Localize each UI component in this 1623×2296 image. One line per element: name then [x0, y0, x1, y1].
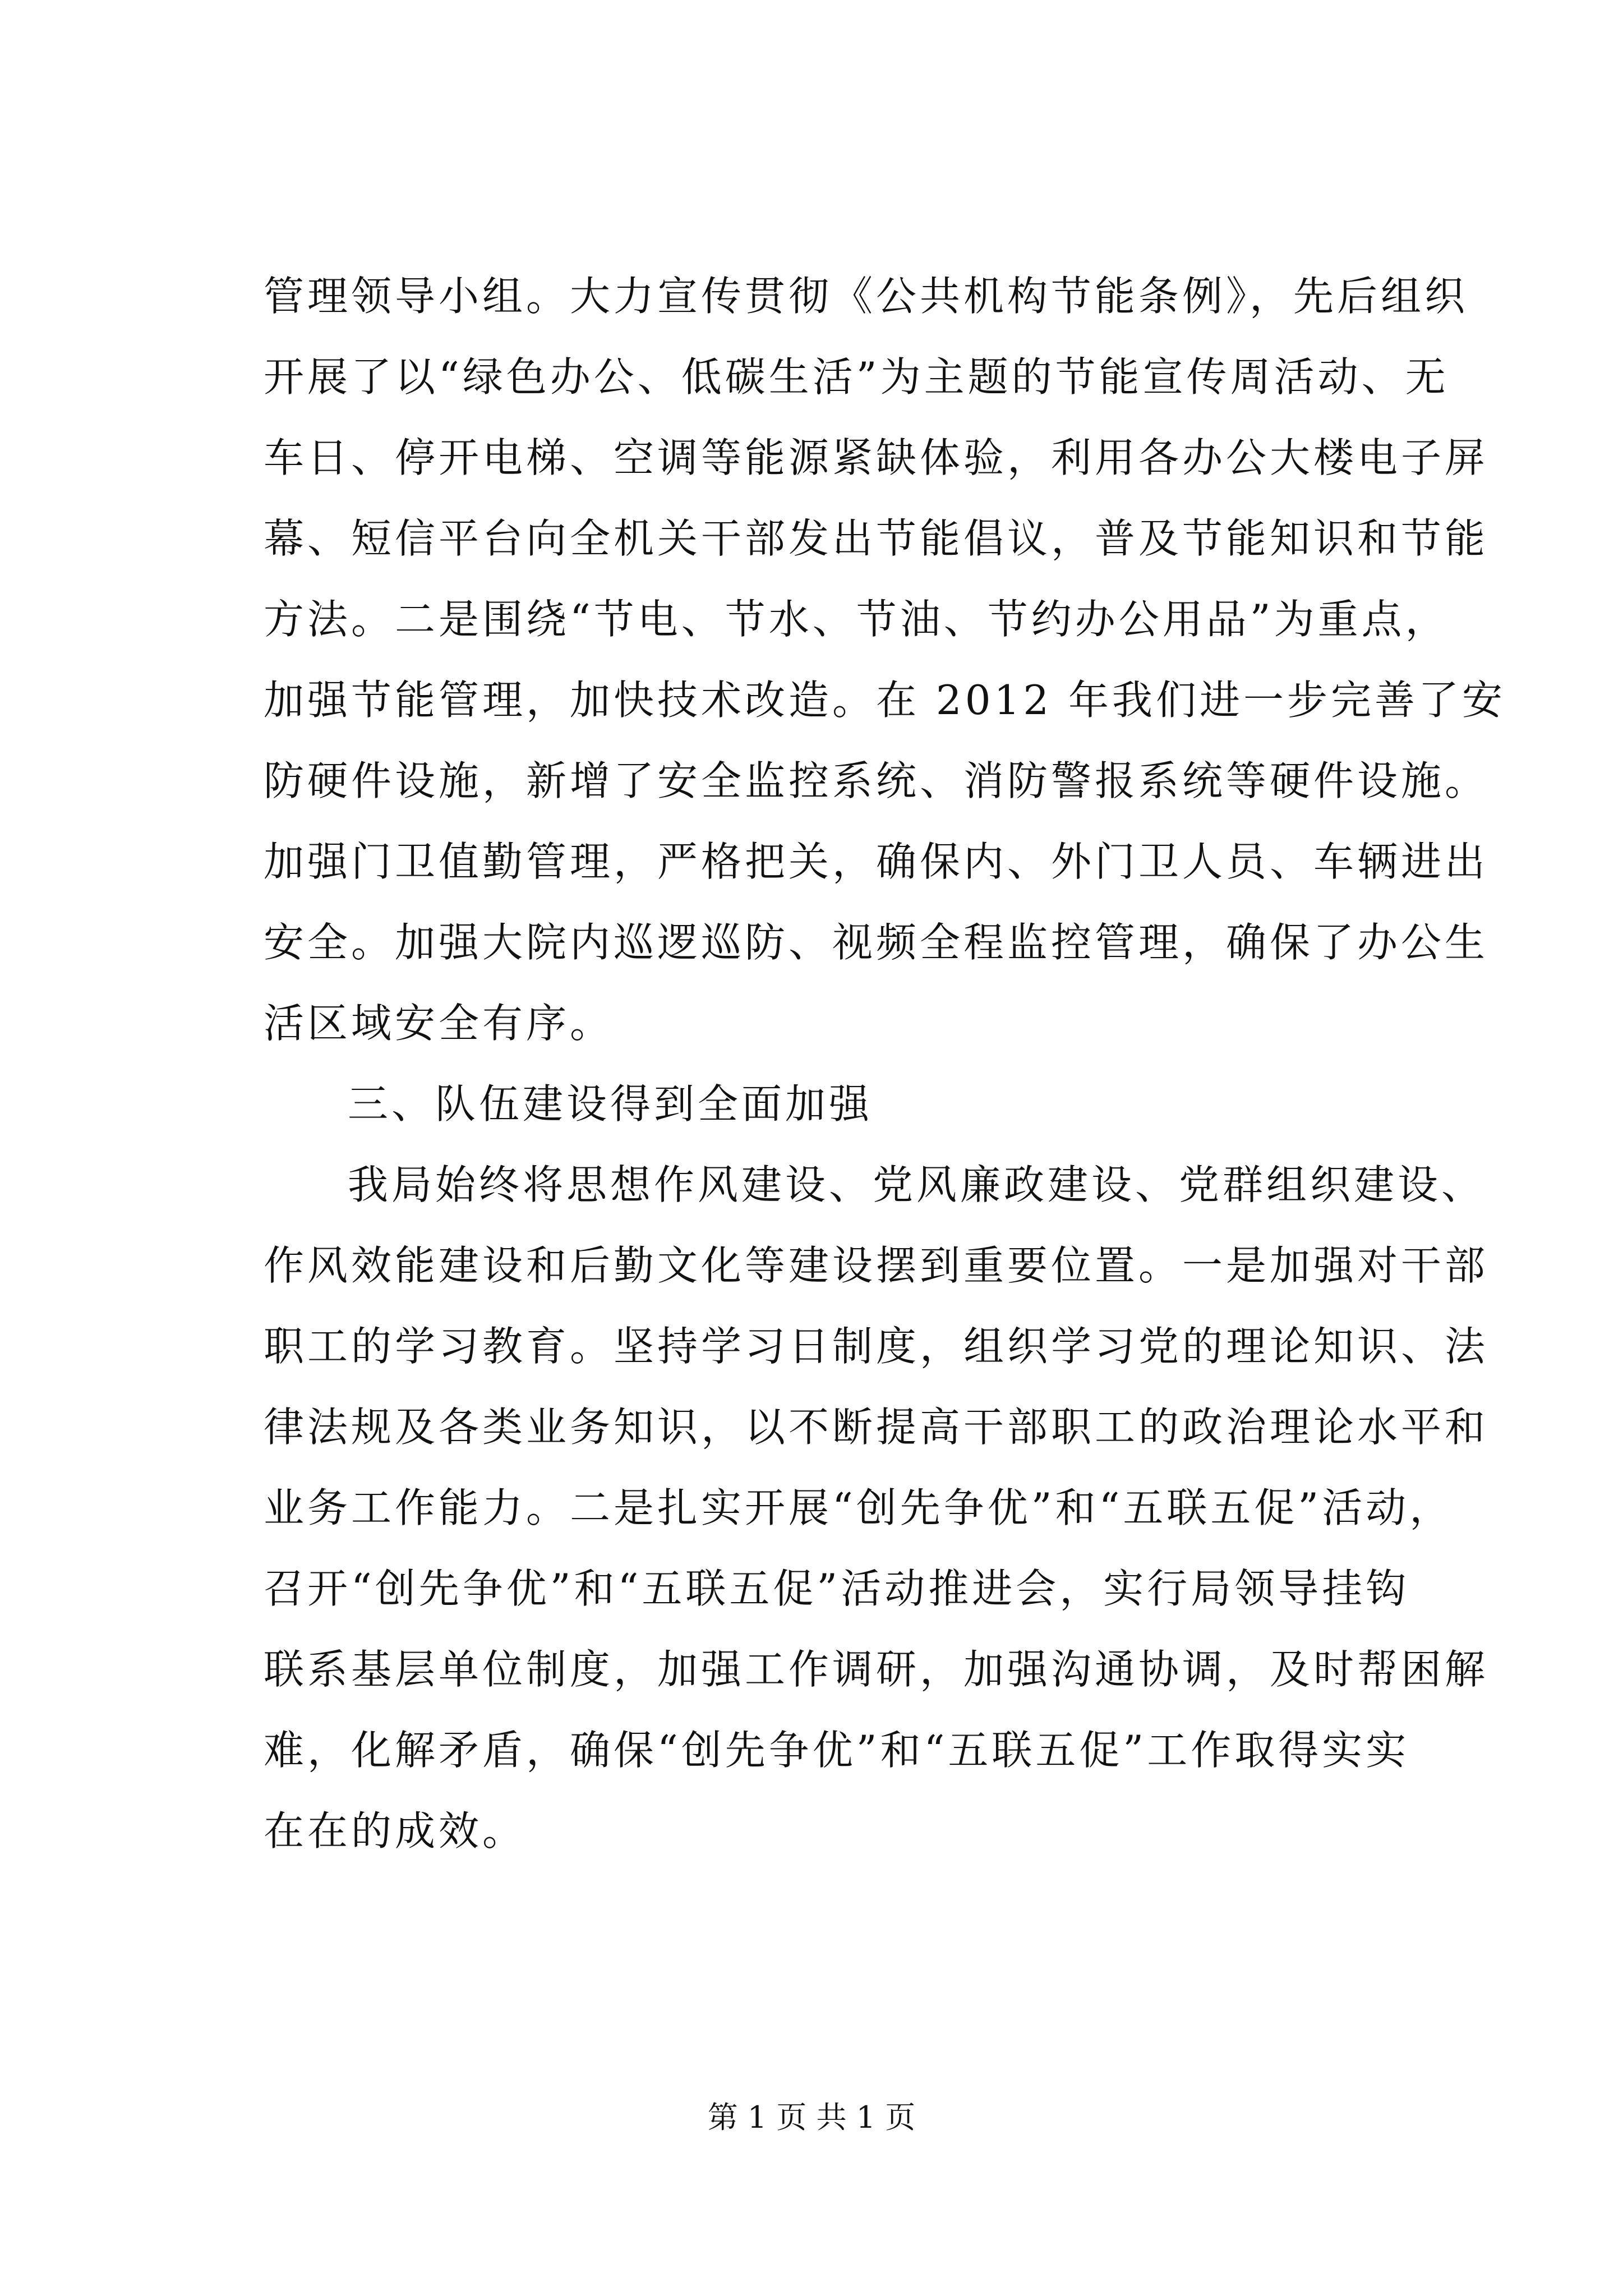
text-line: 加强门卫值勤管理，严格把关，确保内、外门卫人员、车辆进出: [264, 838, 1489, 885]
text-line: 业务工作能力。二是扎实开展“创先争优”和“五联五促”活动，: [264, 1484, 1454, 1531]
text-line: 安全。加强大院内巡逻巡防、视频全程监控管理，确保了办公生: [264, 919, 1489, 966]
text-line: 律法规及各类业务知识，以不断提高干部职工的政治理论水平和: [264, 1404, 1489, 1451]
text-line: 活区域安全有序。: [264, 1000, 614, 1047]
text-line: 我局始终将思想作风建设、党风廉政建设、党群组织建设、: [348, 1161, 1486, 1208]
text-line: 加强节能管理，加快技术改造。在 2012 年我们进一步完善了安: [264, 677, 1506, 724]
text-line: 车日、停开电梯、空调等能源紧缺体验，利用各办公大楼电子屏: [264, 434, 1489, 481]
text-line: 防硬件设施，新增了安全监控系统、消防警报系统等硬件设施。: [264, 757, 1489, 804]
text-line: 职工的学习教育。坚持学习日制度，组织学习党的理论知识、法: [264, 1323, 1489, 1370]
text-line: 难，化解矛盾，确保“创先争优”和“五联五促”工作取得实实: [264, 1727, 1410, 1774]
text-line: 方法。二是围绕“节电、节水、节油、节约办公用品”为重点，: [264, 596, 1449, 643]
text-line: 在在的成效。: [264, 1807, 527, 1855]
text-line: 幕、短信平台向全机关干部发出节能倡议，普及节能知识和节能: [264, 515, 1489, 562]
text-line: 作风效能建设和后勤文化等建设摆到重要位置。一是加强对干部: [264, 1242, 1489, 1289]
section-heading: 三、队伍建设得到全面加强: [348, 1080, 873, 1128]
text-line: 联系基层单位制度，加强工作调研，加强沟通协调，及时帮困解: [264, 1646, 1489, 1693]
text-line: 召开“创先争优”和“五联五促”活动推进会，实行局领导挂钩: [264, 1565, 1410, 1612]
text-line: 管理领导小组。大力宣传贯彻《公共机构节能条例》，先后组织: [264, 273, 1469, 320]
page-footer: 第 1 页 共 1 页: [707, 2100, 916, 2135]
text-line: 开展了以“绿色办公、低碳生活”为主题的节能宣传周活动、无: [264, 353, 1449, 401]
